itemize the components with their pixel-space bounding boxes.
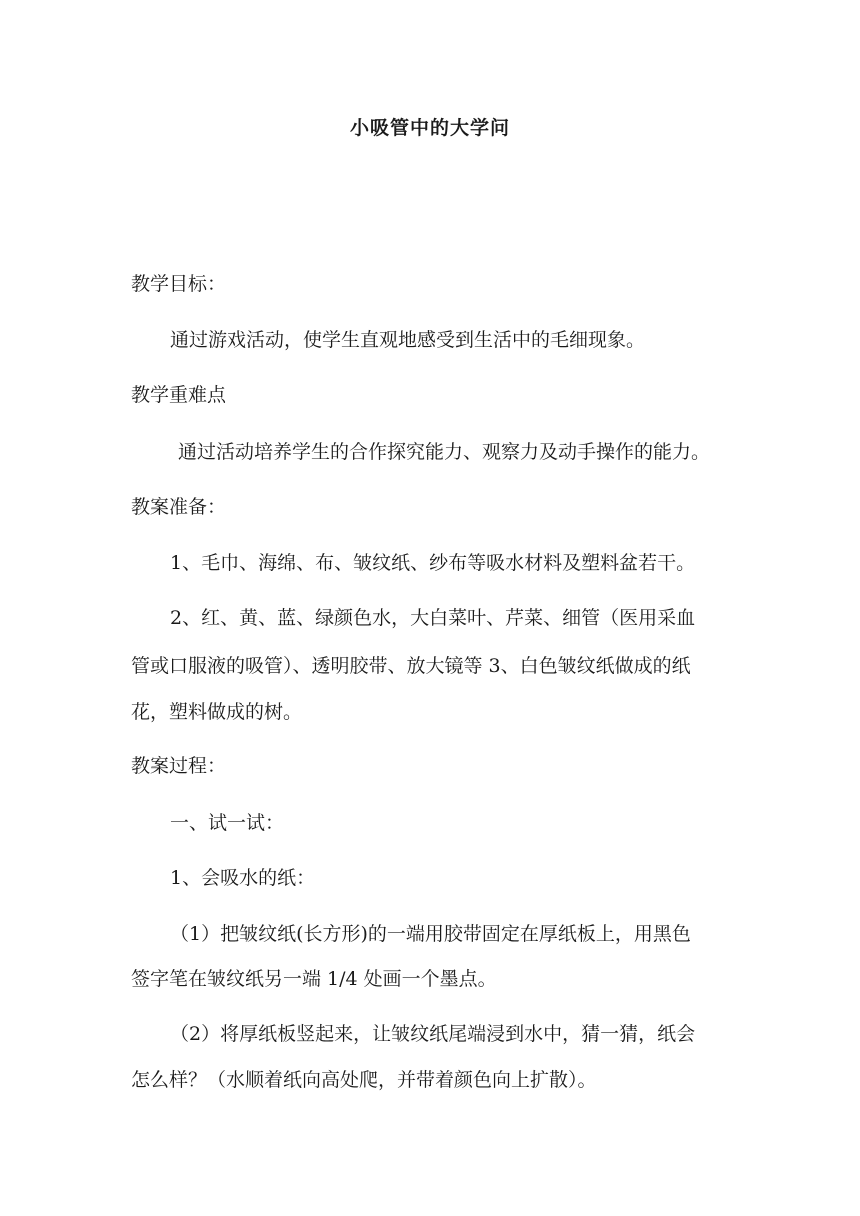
process-section-1: 一、试一试： bbox=[170, 812, 285, 834]
process-step-1-line-1: （1）把皱纹纸(长方形)的一端用胶带固定在厚纸板上，用黑色 bbox=[170, 923, 691, 945]
preparation-item-2-line-1: 2、红、黄、蓝、绿颜色水，大白菜叶、芹菜、细管（医用采血 bbox=[170, 607, 696, 629]
preparation-item-2-line-3: 花，塑料做成的树。 bbox=[131, 701, 303, 723]
paragraph-key-points: 通过活动培养学生的合作探究能力、观察力及动手操作的能力。 bbox=[178, 441, 711, 463]
process-step-1-line-2: 签字笔在皱纹纸另一端 1/4 处画一个墨点。 bbox=[131, 968, 497, 990]
process-step-2-line-2: 怎么样？（水顺着纸向高处爬，并带着颜色向上扩散）。 bbox=[131, 1069, 597, 1091]
paragraph-objectives: 通过游戏活动，使学生直观地感受到生活中的毛细现象。 bbox=[170, 329, 646, 351]
heading-preparation: 教案准备： bbox=[131, 496, 227, 518]
heading-process: 教案过程： bbox=[131, 755, 227, 777]
preparation-item-2-line-2: 管或口服液的吸管）、透明胶带、放大镜等 3、白色皱纹纸做成的纸 bbox=[131, 655, 691, 677]
process-step-2-line-1: （2）将厚纸板竖起来，让皱纹纸尾端浸到水中，猜一猜，纸会 bbox=[170, 1023, 696, 1045]
process-item-1: 1、会吸水的纸： bbox=[170, 867, 316, 889]
preparation-item-1: 1、毛巾、海绵、布、皱纹纸、纱布等吸水材料及塑料盆若干。 bbox=[170, 552, 696, 574]
heading-key-points: 教学重难点 bbox=[131, 384, 227, 406]
heading-objectives: 教学目标： bbox=[131, 273, 227, 295]
document-title: 小吸管中的大学问 bbox=[349, 117, 510, 139]
